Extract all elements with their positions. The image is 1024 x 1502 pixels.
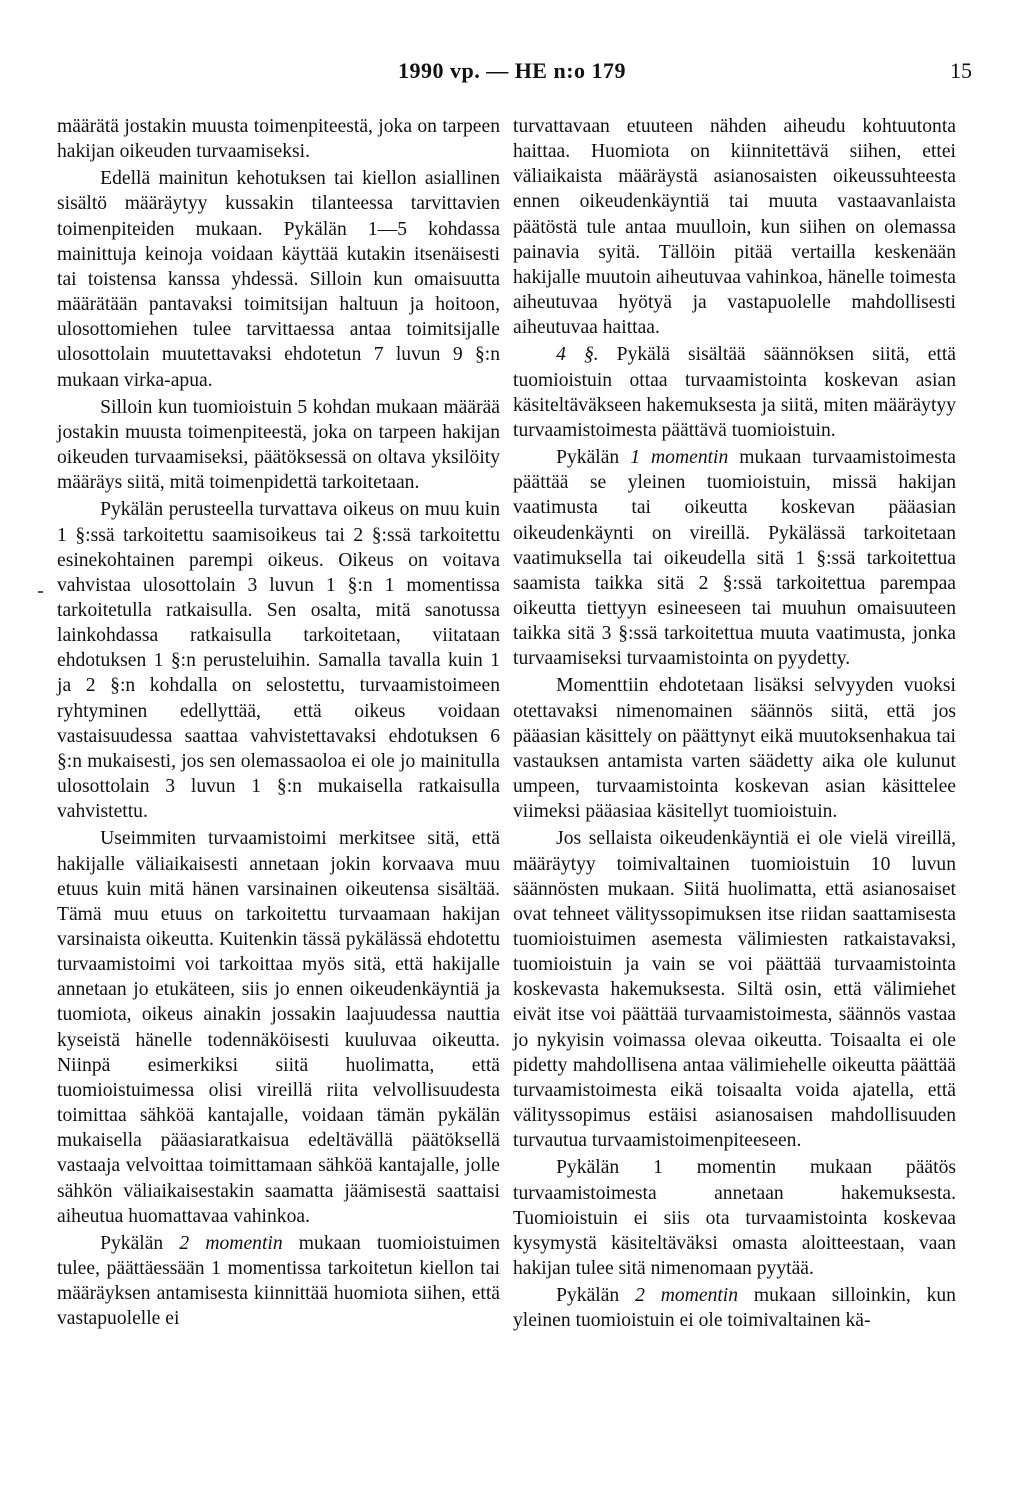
section-heading: 4 §. <box>556 344 599 366</box>
paragraph: Silloin kun tuomioistuin 5 kohdan mukaan määrää jostakin muusta toimenpiteestä, joka on tarpeen hakijan oikeuden turvaamiseksi, päätöksessä on oltava yksilöity määräys siitä, mitä toimenpidettä tarkoitetaan. <box>57 396 500 494</box>
text-run: Pykälän <box>100 1232 180 1254</box>
text-run: mukaan turvaamistoimesta päättää se yleinen tuomioistuin, missä hakijan vaatimusta tai oikeutta koskevan pääasian oikeudenkäynti on vireillä. Pykälässä tarkoitetaan vaatimuksella tai oikeudella sitä 1 §:ssä tarkoitettua saamista taikka sitä 2 §:ssä tarkoitettua parempaa oikeutta tiettyyn esineeseen tai muuhun omaisuuteen taikka sitä 3 §:ssä tarkoitettua muuta vaatimusta, jonka turvaamiseksi turvaamistointa on pyydetty. <box>513 447 956 670</box>
scan-artifact <box>38 591 43 593</box>
paragraph: Useimmiten turvaamistoimi merkitsee sitä, että hakijalle väliaikaisesti annetaan jokin korvaava muu etuus kuin mitä hänen varsinainen oikeutensa sisältää. Tämä muu etuus on tarkoitettu turvaamaan hakijan varsinaista oikeutta. Kuitenkin tässä pykälässä ehdotettu turvaamistoimi voi tarkoittaa myös sitä, että hakijalle annetaan jo etukäteen, siis jo ennen oikeudenkäyntiä ja tuomiota, oikeus ainakin jossakin laajuudessa nauttia kyseistä hänelle todennäköisesti kuuluvaa oikeutta. Niinpä esimerkiksi siitä huolimatta, että tuomioistuimessa olisi vireillä riita velvollisuudesta toimittaa sähköä kantajalle, voidaan tämän pykälän mukaisella pääasiaratkaisua edeltävällä päätöksellä vastaaja velvoittaa toimittamaan sähköä kantajalle, jolle sähkön väliaikaisestakin saamatta jäämisestä saattaisi aiheutua huomattavaa vahinkoa. <box>57 828 500 1227</box>
left-column <box>57 114 500 1332</box>
paragraph: Pykälän perusteella turvattava oikeus on muu kuin 1 §:ssä tarkoitettu saamisoikeus tai 2 §:ssä tarkoitettu esinekohtainen parempi oikeus. Oikeus on voitava vahvistaa ulosottolain 3 luvun 1 §:n 1 momentissa tarkoitetulla ratkaisulla. Sen osalta, mitä sanotussa lainkohdassa ratkaisulla tarkoitetaan, viitataan ehdotuksen 1 §:n perusteluihin. Samalla tavalla kuin 1 ja 2 §:n kohdalla on selostettu, turvaamistoimeen ryhtyminen edellyttää, että oikeus voidaan vastaisuudessa saattaa vahvistettavaksi ehdotuksen 6 §:n mukaisesti, jos sen olemassaoloa ei ole jo mainitulla ulosottolain 3 luvun 1 §:n mukaisella ratkaisulla vahvistettu. <box>57 499 500 823</box>
paragraph: Momenttiin ehdotetaan lisäksi selvyyden vuoksi otettavaksi nimenomainen säännös siitä, että jos pääasian käsittely on päättynyt eikä muutoksenhakua tai vastauksen antamista varten säädetty aika ole kulunut umpeen, turvaamistointa koskevan asian käsittelee viimeksi pääasiaa käsitellyt tuomioistuin. <box>513 675 956 823</box>
paragraph: turvattavaan etuuteen nähden aiheudu kohtuutonta haittaa. Huomiota on kiinnitettävä siihen, ettei väliaikaista määräystä asianosaisten oikeussuhteesta ennen oikeudenkäyntiä tai muuta vastaavanlaista päätöstä tule antaa muulloin, kun siihen on olemassa painavia syitä. Tällöin pitää vertailla keskenään hakijalle muutoin aiheutuvaa vahinkoa, hänelle toimesta aiheutuvaa hyötyä ja vastapuolelle mahdollisesti aiheutuvaa haittaa. <box>513 116 956 339</box>
italic-term: 1 momentin <box>630 447 729 469</box>
paragraph <box>57 1231 500 1332</box>
text-run: Pykälän <box>556 447 631 469</box>
text-run: mukaan silloinkin, kun yleinen tuomioistuin ei ole toimivaltainen kä- <box>513 1285 956 1332</box>
paragraph: Pykälän 1 momentin mukaan päätös turvaamistoimesta annetaan hakemuksesta. Tuomioistuin ei siis ota turvaamistointa koskevaa kysymystä käsiteltäväksi omasta aloitteestaan, vaan hakijan tulee sitä nimenomaan pyytää. <box>513 1157 956 1280</box>
paragraph: Jos sellaista oikeudenkäyntiä ei ole vielä vireillä, määräytyy toimivaltainen tuomioistuin 10 luvun säännösten mukaan. Siitä huolimatta, että asianosaiset ovat tehneet välityssopimuksen itse riidan saattamisesta tuomioistuimen asemesta välimiesten ratkaistavaksi, tuomioistuin ja vain se voi päättää turvaamistointa koskevasta hakemuksesta. Siltä osin, että välimiehet eivät itse voi päättää turvaamistoimesta, säännös vastaa jo nykyisin voimassa olevaa oikeutta. Toisaalta ei ole pidetty mahdollisena antaa välimiehelle oikeutta päättää turvaamistoimesta eikä toisaalta voida ajatella, että välityssopimus estäisi asianosaisen mahdollisuuden turvautua turvaamistoimenpiteeseen. <box>513 828 956 1152</box>
paragraph <box>513 445 956 671</box>
paragraph: määrätä jostakin muusta toimenpiteestä, joka on tarpeen hakijan oikeuden turvaamiseksi. <box>57 116 500 163</box>
italic-term: 2 momentin <box>635 1285 739 1307</box>
header-title: 1990 vp. — HE n:o 179 <box>397 58 627 83</box>
italic-term: 2 momentin <box>179 1232 283 1254</box>
page-number: 15 <box>950 58 972 83</box>
text-run: Pykälä sisältää säännöksen siitä, että tuomioistuin ottaa turvaamistointa koskevan asian käsiteltäväkseen hakemuksesta ja siitä, miten määräytyy turvaamistoimesta päättävä tuomioistuin. <box>513 344 956 441</box>
right-column <box>513 114 956 1334</box>
paragraph: Edellä mainitun kehotuksen tai kiellon asiallinen sisältö määräytyy kussakin tilanteessa tarvittavien toimenpiteiden mukaan. Pykälän 1—5 kohdassa mainittuja keinoja voidaan käyttää kutakin itsenäisesti tai toistensa kanssa yhdessä. Silloin kun omaisuutta määrätään pantavaksi toimitsijan haltuun ja hoitoon, ulosottomiehen tulee tarvittaessa antaa toimitsijalle ulosottolain muutettavaksi ehdotetun 7 luvun 9 §:n mukaan virka-apua. <box>57 168 500 391</box>
text-run: Pykälän <box>556 1285 636 1307</box>
text-run: mukaan tuomioistuimen tulee, päättäessään 1 momentissa tarkoitetun kiellon tai määräyksen antamisesta kiinnittää huomiota siihen, että vastapuolelle ei <box>57 1232 500 1330</box>
page-header <box>0 58 1024 92</box>
paragraph <box>513 342 956 443</box>
paragraph <box>513 1283 956 1333</box>
